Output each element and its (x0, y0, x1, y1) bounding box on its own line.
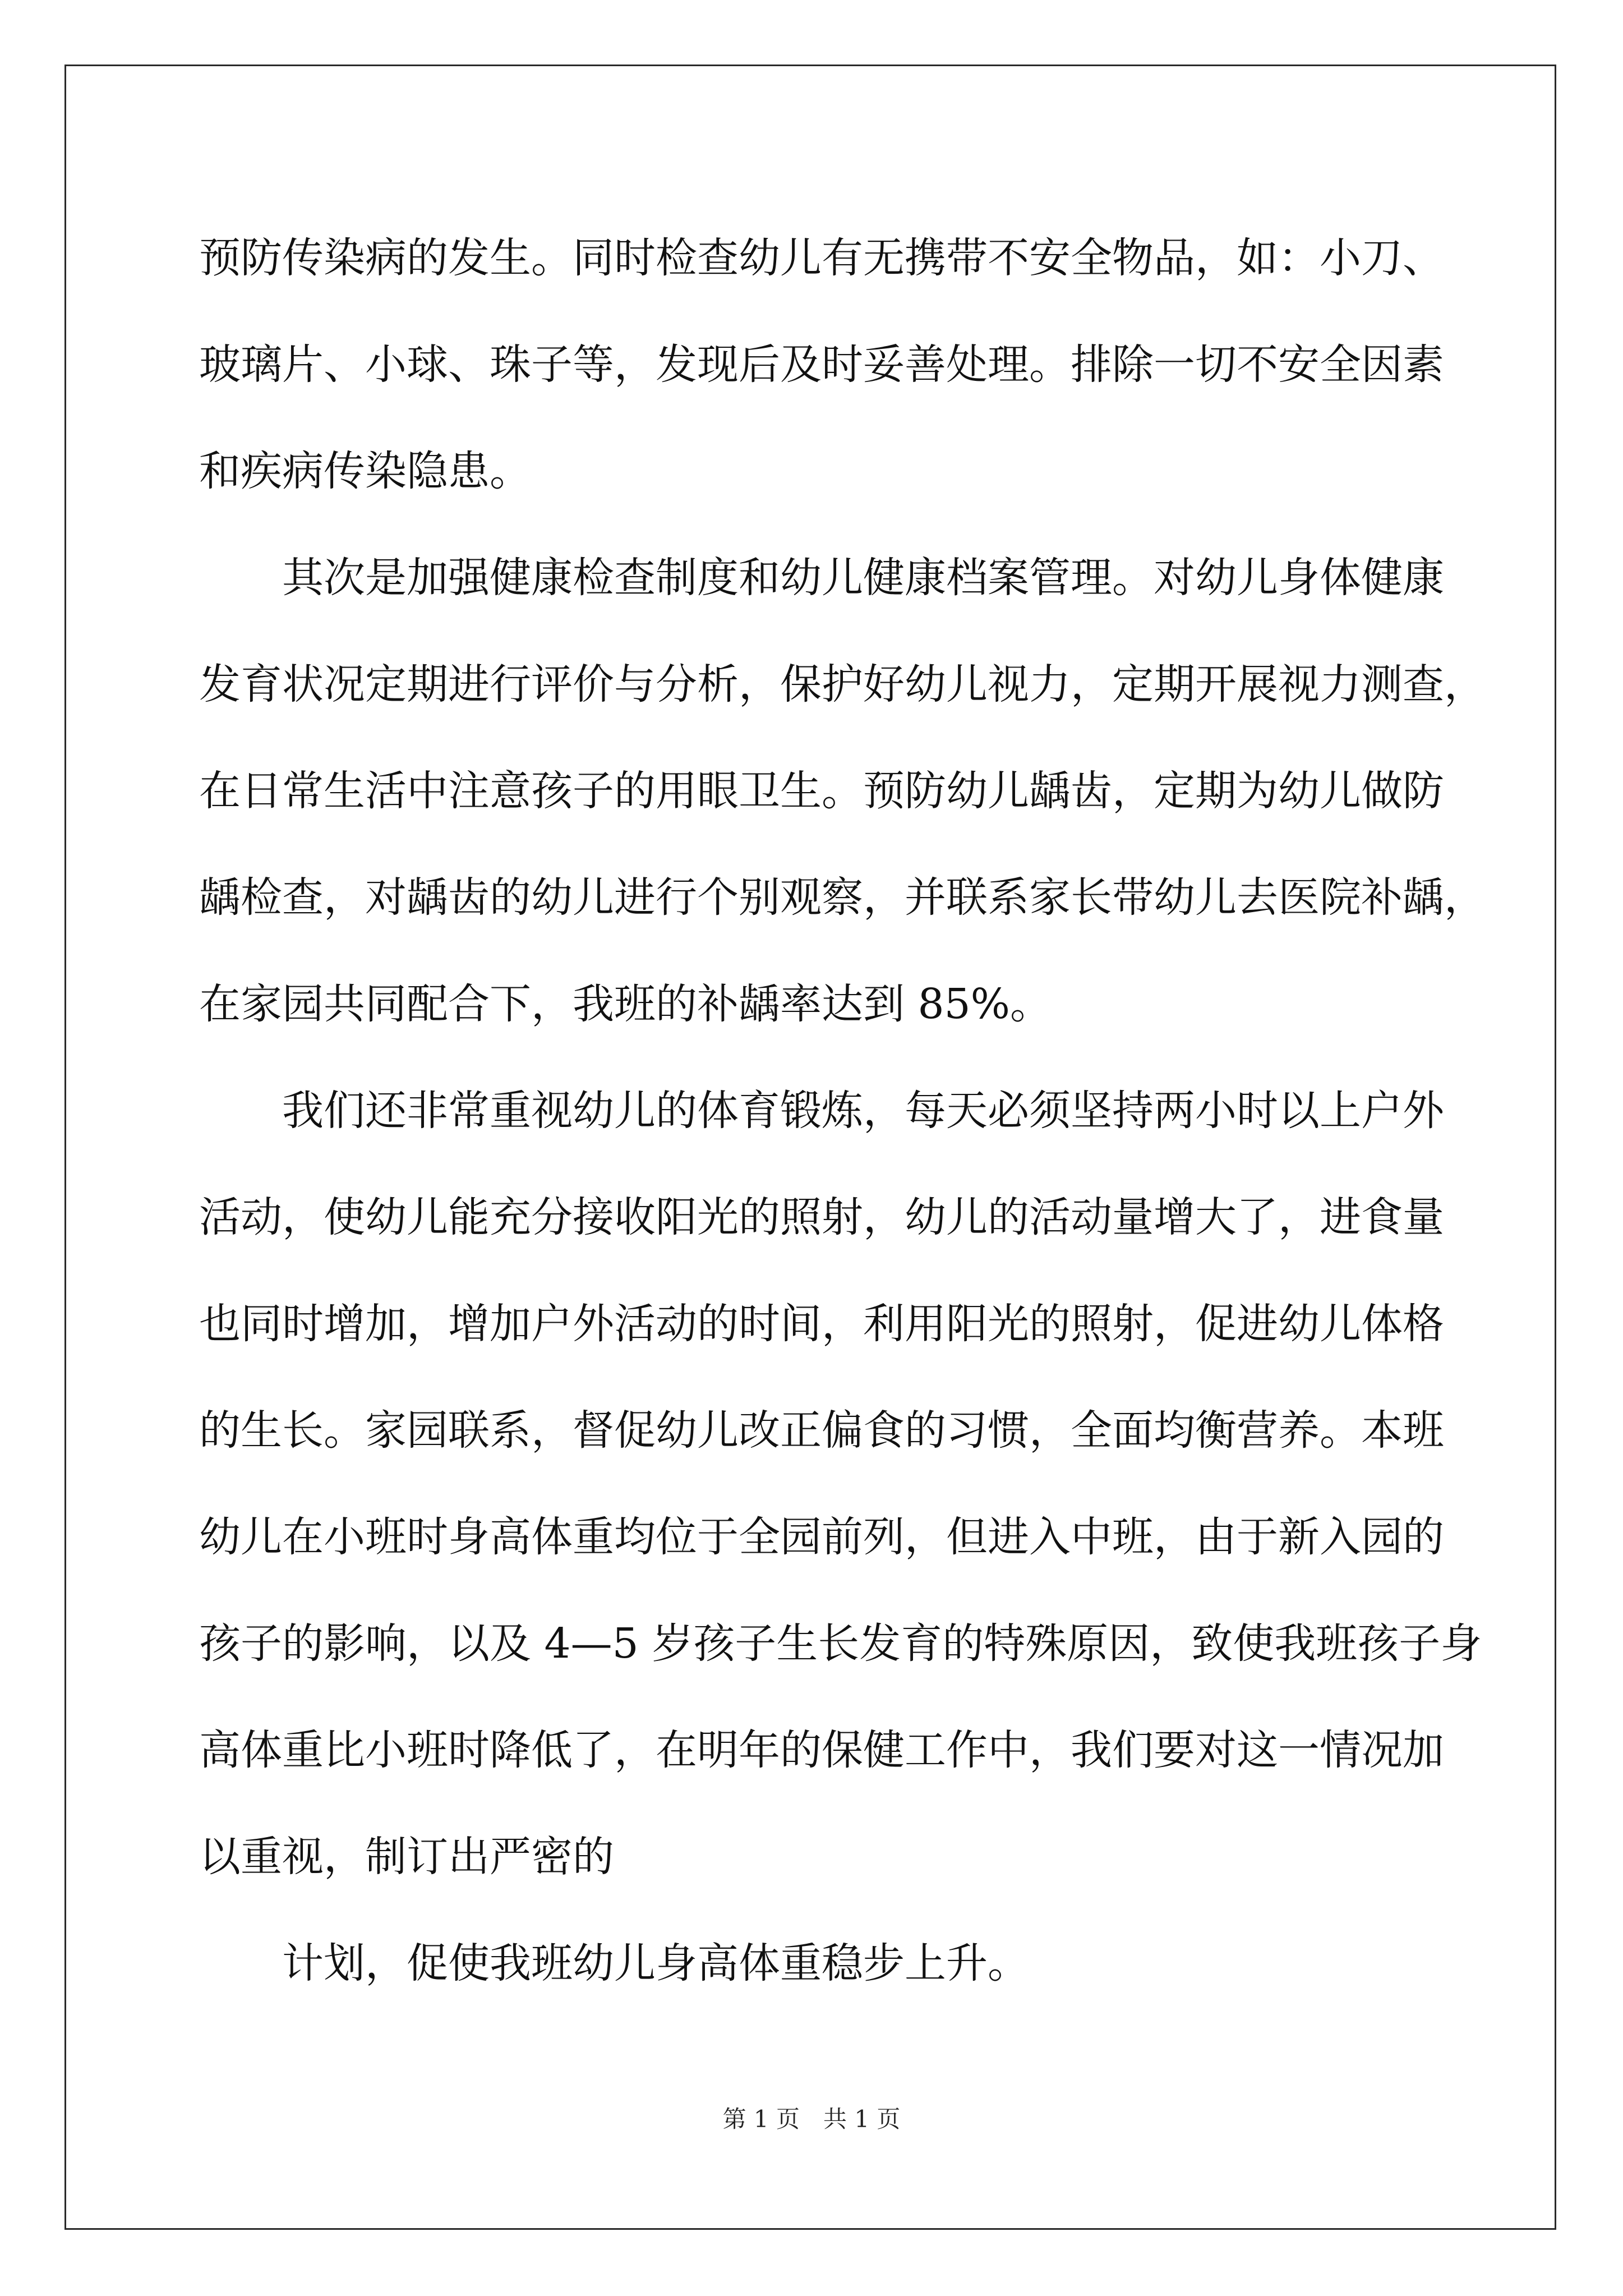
page-footer: 第 1 页 共 1 页 (722, 2105, 901, 2133)
text-line: 龋检查，对龋齿的幼儿进行个别观察，并联系家长带幼儿去医院补龋， (199, 873, 1486, 922)
text-line: 也同时增加，增加户外活动的时间，利用阳光的照射，促进幼儿体格 (199, 1300, 1444, 1348)
text-line: 玻璃片、小球、珠子等，发现后及时妥善处理。排除一切不安全因素 (199, 341, 1444, 389)
text-line: 以重视，制订出严密的 (199, 1833, 614, 1881)
text-line: 幼儿在小班时身高体重均位于全园前列，但进入中班，由于新入园的 (199, 1513, 1444, 1561)
text-line: 和疾病传染隐患。 (199, 447, 531, 495)
text-line: 孩子的影响，以及 4—5 岁孩子生长发育的特殊原因，致使我班孩子身 (199, 1619, 1482, 1668)
text-line: 预防传染病的发生。同时检查幼儿有无携带不安全物品，如：小刀、 (199, 234, 1444, 282)
paragraph-start-line: 我们还非常重视幼儿的体育锻炼，每天必须坚持两小时以上户外 (282, 1087, 1444, 1135)
document-body (199, 205, 1486, 2017)
paragraph-start-line: 其次是加强健康检查制度和幼儿健康档案管理。对幼儿身体健康 (282, 554, 1444, 602)
text-line: 高体重比小班时降低了，在明年的保健工作中，我们要对这一情况加 (199, 1726, 1444, 1774)
text-line: 活动，使幼儿能充分接收阳光的照射，幼儿的活动量增大了，进食量 (199, 1193, 1444, 1241)
text-line: 在日常生活中注意孩子的用眼卫生。预防幼儿龋齿，定期为幼儿做防 (199, 767, 1444, 815)
text-line: 的生长。家园联系，督促幼儿改正偏食的习惯，全面均衡营养。本班 (199, 1406, 1444, 1455)
text-line: 在家园共同配合下，我班的补龋率达到 85%。 (199, 980, 1052, 1028)
paragraph-start-line: 计划，促使我班幼儿身高体重稳步上升。 (282, 1939, 1029, 1987)
text-line: 发育状况定期进行评价与分析，保护好幼儿视力，定期开展视力测查， (199, 660, 1486, 708)
